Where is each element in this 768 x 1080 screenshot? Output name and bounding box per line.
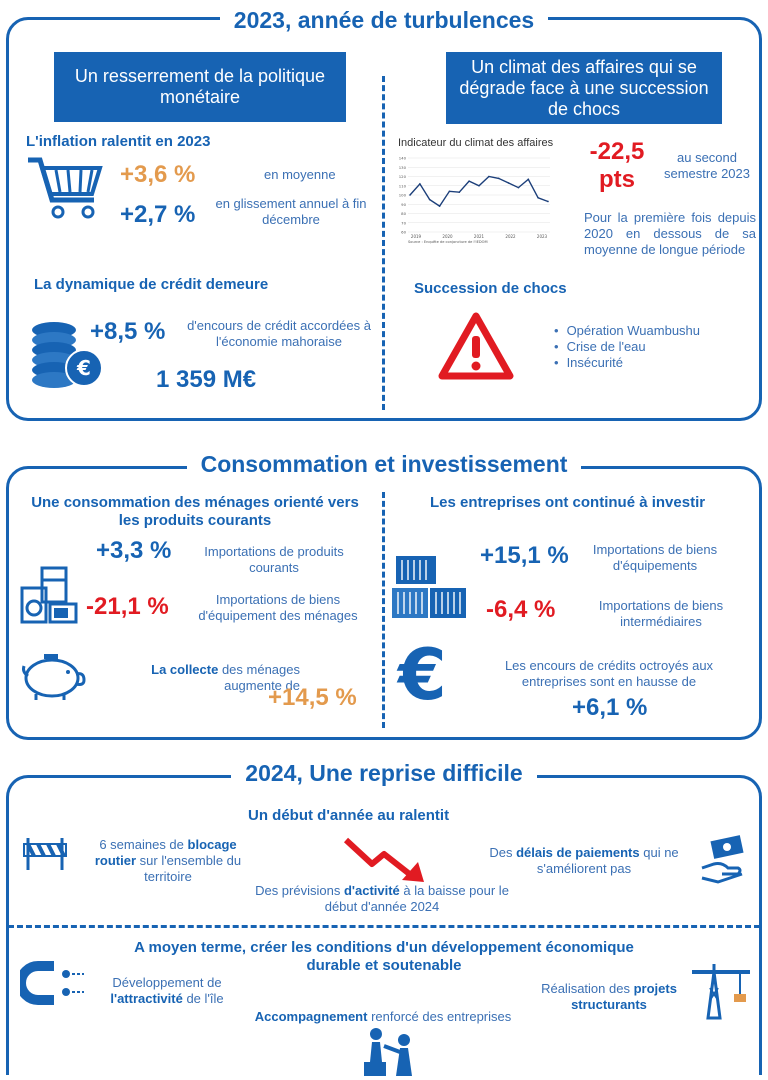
chart-point bbox=[458, 191, 460, 193]
intermediate-goods-value: -6,4 % bbox=[486, 596, 556, 623]
attractiveness-pre: Développement de bbox=[112, 975, 222, 990]
payment-hand-icon bbox=[698, 834, 748, 890]
chart-point bbox=[508, 182, 510, 184]
business-credit-value: +6,1 % bbox=[572, 694, 648, 721]
roadblock-icon bbox=[20, 836, 70, 872]
collect-rest: des ménages augmente de bbox=[218, 662, 300, 693]
inflation-yoy-value: +2,7 % bbox=[120, 201, 196, 228]
roadblock-bold: blocage routier bbox=[94, 837, 237, 868]
chart-point bbox=[429, 199, 431, 201]
appliances-icon bbox=[20, 566, 80, 626]
containers-icon bbox=[390, 552, 470, 622]
chart-point bbox=[449, 191, 451, 193]
equipment-goods-value: +15,1 % bbox=[480, 542, 569, 569]
chart-x-tick-label: 2022 bbox=[505, 234, 516, 239]
chart-point bbox=[419, 183, 421, 185]
chart-x-tick-label: 2020 bbox=[442, 234, 453, 239]
collect-bold: La collecte bbox=[151, 662, 219, 677]
inflation-yoy-label: en glissement annuel à fin décembre bbox=[215, 196, 367, 227]
crane-icon bbox=[690, 962, 754, 1020]
chart-point bbox=[409, 194, 411, 196]
chart-point bbox=[498, 178, 500, 180]
business-credit-label: Les encours de crédits octroyés aux entreprises sont en hausse de bbox=[504, 658, 714, 689]
payment-delay-post: qui ne s'améliorent pas bbox=[536, 845, 679, 876]
chart-point bbox=[547, 201, 549, 203]
consumer-goods-value: +3,3 % bbox=[96, 537, 172, 564]
shocks-list bbox=[554, 323, 700, 371]
attractiveness-text bbox=[92, 975, 242, 1007]
inflation-average-label: en moyenne bbox=[264, 167, 336, 182]
consumption-heading: Une consommation des ménages orienté vers les produits courants bbox=[31, 494, 359, 529]
credit-growth-value: +8,5 % bbox=[90, 318, 166, 345]
shocks-heading: Succession de chocs bbox=[414, 280, 567, 297]
credit-growth-label: d'encours de crédit accordées à l'économie mahoraise bbox=[187, 318, 371, 349]
chart-y-tick-label: 70 bbox=[401, 220, 406, 226]
projects-pre: Réalisation des bbox=[541, 981, 634, 996]
chart-y-tick-label: 60 bbox=[401, 229, 406, 235]
chart-y-tick-label: 80 bbox=[401, 211, 406, 216]
chart-point bbox=[478, 185, 480, 187]
chart-y-tick-label: 90 bbox=[401, 201, 406, 207]
payment-delay-text bbox=[474, 845, 694, 877]
collect-value: +14,5 % bbox=[268, 684, 357, 711]
support-text bbox=[230, 1009, 536, 1025]
support-post: renforcé des entreprises bbox=[367, 1009, 512, 1024]
roadblock-text bbox=[80, 837, 256, 885]
section-title-consumption: Consommation et investissement bbox=[187, 451, 582, 477]
payment-delay-pre: Des bbox=[489, 845, 517, 860]
forecast-post: à la baisse pour le début d'année 2024 bbox=[324, 883, 509, 914]
credit-amount-value: 1 359 M€ bbox=[156, 366, 257, 393]
chart-point bbox=[468, 180, 470, 182]
equipment-goods-label: Importations de biens d'équipements bbox=[592, 542, 718, 573]
roadblock-pre: 6 semaines de bbox=[99, 837, 188, 852]
business-climate-chart bbox=[396, 154, 558, 246]
piggy-bank-icon bbox=[18, 650, 88, 702]
climate-drop-value: -22,5 pts bbox=[589, 138, 645, 193]
list-item: • Insécurité bbox=[554, 355, 700, 371]
projects-text bbox=[534, 981, 684, 1013]
attractiveness-post: de l'île bbox=[182, 991, 224, 1006]
chart-x-tick-label: 2023 bbox=[536, 234, 548, 239]
box-monetary-policy: Un resserrement de la politique monétaire bbox=[54, 52, 346, 122]
magnet-attraction-icon bbox=[20, 960, 86, 1006]
list-item: • Crise de l'eau bbox=[554, 339, 700, 355]
section-title-2024: 2024, Une reprise difficile bbox=[231, 760, 536, 786]
svg-text:€: € bbox=[77, 356, 91, 380]
warning-icon bbox=[436, 310, 516, 382]
list-item: • Opération Wuambushu bbox=[554, 323, 700, 339]
forecast-text bbox=[246, 883, 518, 915]
chart-y-tick-label: 100 bbox=[398, 192, 406, 198]
box-business-climate: Un climat des affaires qui se dégrade face à une succession de chocs bbox=[446, 52, 722, 124]
chart-y-tick-label: 130 bbox=[398, 164, 406, 170]
attractiveness-bold: l'attractivité bbox=[110, 991, 183, 1006]
chart-x-tick-label: 2021 bbox=[473, 234, 485, 239]
inflation-heading: L'inflation ralentit en 2023 bbox=[26, 133, 211, 150]
chart-title: Indicateur du climat des affaires bbox=[398, 137, 554, 149]
forecast-pre: Des prévisions bbox=[255, 883, 344, 898]
support-bold: Accompagnement bbox=[254, 1009, 368, 1024]
mid-term-heading: A moyen terme, créer les conditions d'un développement économique durable et soutenable bbox=[134, 939, 634, 974]
climate-note: Pour la première fois depuis 2020 en dessous de sa moyenne de longue période bbox=[584, 210, 756, 257]
credit-heading: La dynamique de crédit demeure bbox=[34, 276, 269, 293]
shopping-cart-icon bbox=[26, 156, 104, 220]
downward-trend-arrow-icon bbox=[342, 834, 430, 886]
chart-point bbox=[439, 205, 441, 207]
household-equipment-value: -21,1 % bbox=[86, 593, 169, 620]
household-equipment-label: Importations de biens d'équipement des ménages bbox=[198, 592, 358, 623]
chart-x-tick-label: 2019 bbox=[410, 234, 422, 239]
chart-point bbox=[527, 178, 529, 180]
chart-source: Source : Enquête de conjoncture de l'IEDOM bbox=[408, 240, 488, 244]
inflation-average-value: +3,6 % bbox=[120, 161, 196, 188]
slow-start-heading: Un début d'année au ralentit bbox=[248, 807, 450, 824]
divider-horizontal bbox=[8, 925, 760, 928]
climate-drop-label: au second semestre 2023 bbox=[664, 150, 750, 181]
section-title-2023: 2023, année de turbulences bbox=[220, 7, 548, 33]
euro-icon: € bbox=[398, 634, 447, 716]
chart-point bbox=[537, 197, 539, 199]
chart-series-line bbox=[410, 177, 548, 207]
roadblock-post: sur l'ensemble du territoire bbox=[136, 853, 242, 884]
divider-vertical bbox=[382, 492, 385, 728]
investment-heading: Les entreprises ont continué à investir bbox=[430, 494, 706, 511]
consumer-goods-label: Importations de produits courants bbox=[204, 544, 344, 575]
projects-bold: projets structurants bbox=[571, 981, 677, 1012]
chart-point bbox=[518, 187, 520, 189]
intermediate-goods-label: Importations de biens intermédiaires bbox=[598, 598, 724, 629]
divider-vertical bbox=[382, 76, 385, 410]
chart-y-tick-label: 110 bbox=[398, 183, 406, 189]
forecast-bold: d'activité bbox=[343, 883, 400, 898]
chart-y-tick-label: 120 bbox=[398, 174, 406, 179]
chart-point bbox=[488, 176, 490, 178]
helping-hand-icon bbox=[358, 1026, 422, 1078]
chart-y-tick-label: 140 bbox=[398, 155, 406, 161]
payment-delay-bold: délais de paiements bbox=[516, 845, 640, 860]
